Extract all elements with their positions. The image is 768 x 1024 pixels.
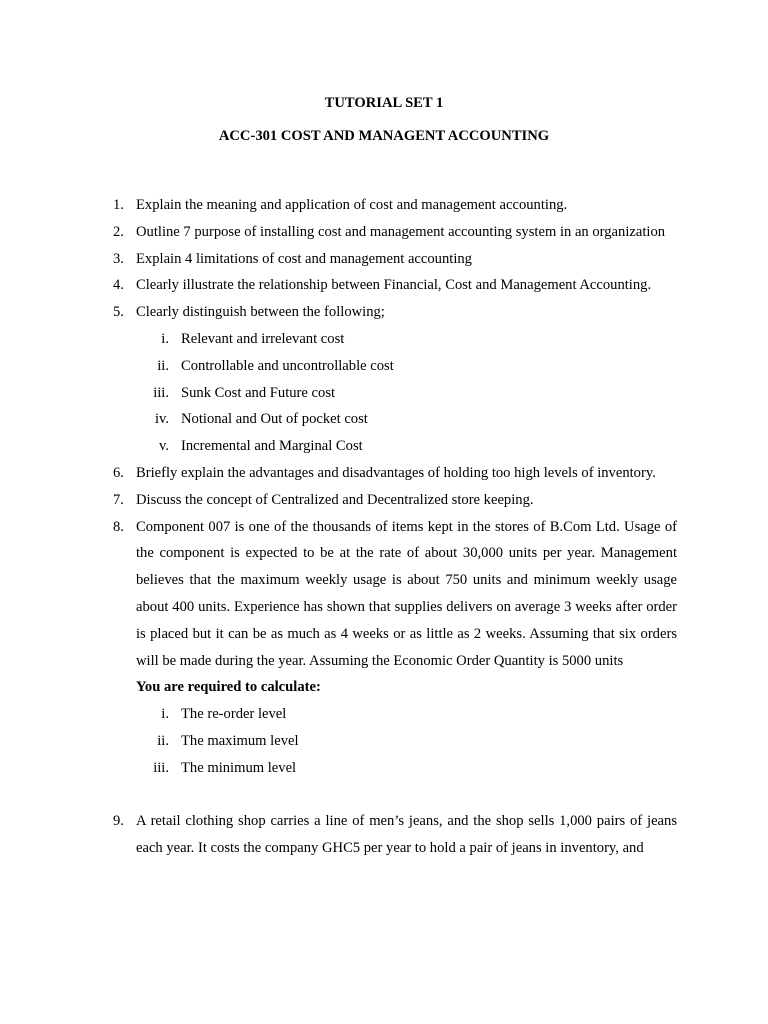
sub-item — [136, 728, 677, 755]
sub-item — [136, 701, 677, 728]
question-text: Clearly illustrate the relationship between Financial, Cost and Management Accounting. — [136, 277, 652, 294]
sub-item-text: The maximum level — [181, 732, 299, 749]
sub-item-number: i. — [161, 330, 169, 347]
question-text: Explain 4 limitations of cost and management accounting — [136, 250, 472, 267]
sub-item-number: i. — [161, 706, 169, 723]
sub-item — [136, 353, 677, 380]
question-number: 5. — [113, 304, 124, 321]
question-number: 9. — [113, 813, 124, 830]
sub-list — [136, 326, 677, 460]
sub-item — [136, 326, 677, 353]
question-text: Discuss the concept of Centralized and Decentralized store keeping. — [136, 491, 534, 508]
question-number: 8. — [113, 518, 124, 535]
sub-item-number: iv. — [154, 411, 169, 428]
question-4 — [0, 272, 768, 299]
question-number: 4. — [113, 277, 124, 294]
sub-item-text: The re-order level — [181, 706, 287, 723]
question-2 — [0, 219, 768, 246]
sub-item-text: Relevant and irrelevant cost — [181, 330, 345, 347]
sub-item-text: Incremental and Marginal Cost — [181, 438, 363, 455]
question-1 — [0, 192, 768, 219]
sub-item-number: iii. — [153, 384, 169, 401]
sub-item — [136, 380, 677, 407]
sub-item — [136, 433, 677, 460]
sub-item-text: The minimum level — [181, 759, 297, 776]
document-title: TUTORIAL SET 1 — [324, 95, 444, 111]
sub-item-number: ii. — [157, 732, 169, 749]
question-text: Briefly explain the advantages and disadvantages of holding too high levels of inventory. — [136, 464, 656, 481]
sub-item-number: ii. — [157, 357, 169, 374]
question-list — [0, 192, 768, 862]
question-5 — [0, 299, 768, 460]
sub-item-text: Sunk Cost and Future cost — [181, 384, 336, 401]
question-text: Component 007 is one of the thousands of items kept in the stores of B.Com Ltd. Usage of the component is expected to be at the rate of about 30,000 units per year. Management believes that the maximum weekly usage is about 750 units and minimum weekly usage about 400 units. Experience has shown that supplies delivers on average 3 weeks after order is placed but it can be as much as 4 weeks or as little as 2 weeks. Assuming that six orders will be made during the year. Assuming the Economic Order Quantity is 5000 units — [136, 518, 677, 669]
question-text: Outline 7 purpose of installing cost and management accounting system in an organization — [136, 223, 666, 240]
question-9 — [0, 808, 768, 862]
question-7 — [0, 487, 768, 514]
required-heading: You are required to calculate: — [136, 679, 321, 696]
sub-item — [136, 406, 677, 433]
sub-item-text: Controllable and uncontrollable cost — [181, 357, 394, 374]
sub-item-number: v. — [159, 438, 169, 455]
question-number: 6. — [113, 464, 124, 481]
question-number: 3. — [113, 250, 124, 267]
course-title: ACC-301 COST AND MANAGENT ACCOUNTING — [218, 128, 550, 144]
sub-list — [136, 701, 677, 781]
question-number: 2. — [113, 223, 124, 240]
spacer — [136, 782, 677, 809]
question-number: 1. — [113, 197, 124, 213]
question-text: A retail clothing shop carries a line of men’s jeans, and the shop sells 1,000 pairs of jeans each year. It costs the company GHC5 per year to hold a pair of jeans in inventory, and — [136, 813, 677, 857]
sub-item — [136, 755, 677, 782]
question-number: 7. — [113, 491, 124, 508]
question-3 — [0, 246, 768, 273]
question-text: Clearly distinguish between the following; — [136, 304, 385, 321]
question-6 — [0, 460, 768, 487]
sub-item-text: Notional and Out of pocket cost — [181, 411, 368, 428]
sub-item-number: iii. — [153, 759, 169, 776]
question-text: Explain the meaning and application of cost and management accounting. — [136, 197, 568, 213]
question-8 — [0, 514, 768, 809]
